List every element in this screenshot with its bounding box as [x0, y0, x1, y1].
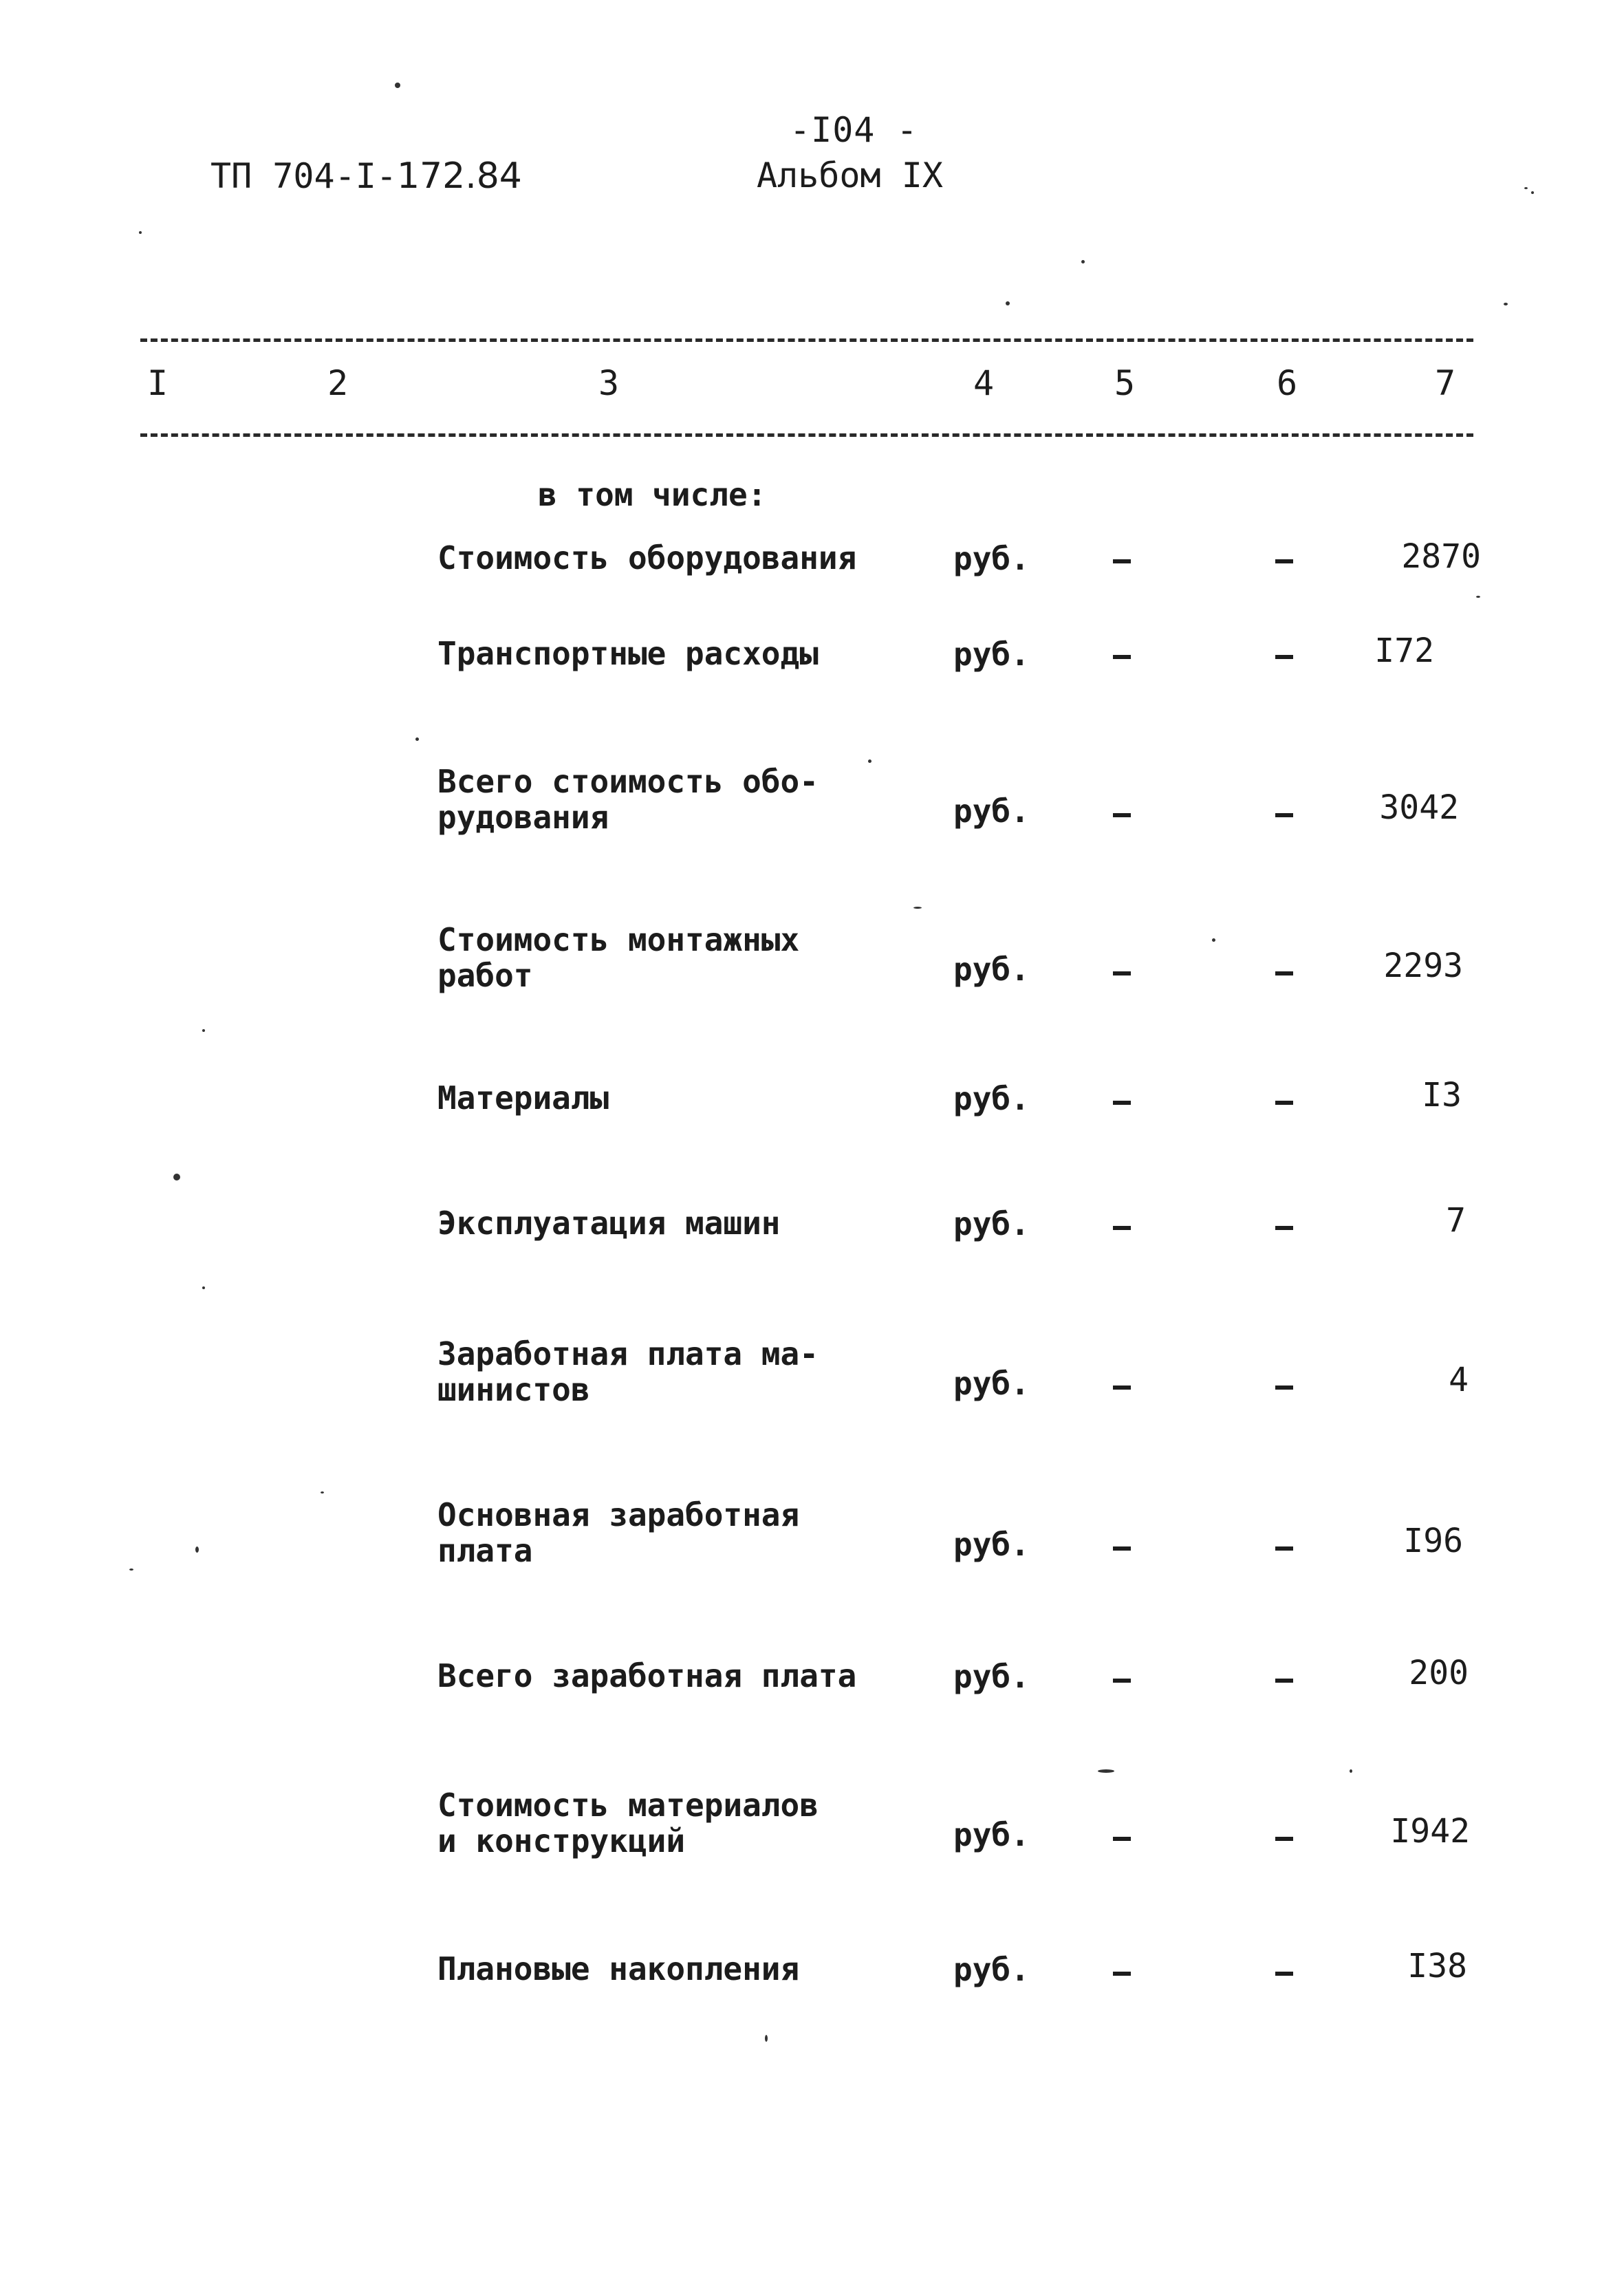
table-rule-bottom — [140, 433, 1473, 437]
row-dash-col5 — [1113, 655, 1131, 659]
row-unit: руб. — [953, 1205, 1030, 1242]
row-dash-col6 — [1275, 1101, 1293, 1105]
row-value: 2870 — [1401, 537, 1481, 576]
row-value: 4 — [1449, 1361, 1469, 1399]
row-label: Плановые накопления — [437, 1950, 800, 1987]
scan-speck — [913, 907, 922, 909]
row-unit: руб. — [953, 1080, 1030, 1117]
row-dash-col6 — [1275, 1386, 1293, 1390]
row-dash-col6 — [1275, 1679, 1293, 1683]
column-header-3: 3 — [598, 363, 620, 403]
column-header-6: 6 — [1277, 363, 1298, 403]
document-code-prefix: ТП 704-I- — [210, 156, 397, 196]
row-label: Основная заработная плата — [437, 1496, 800, 1569]
row-label: Материалы — [437, 1079, 609, 1117]
row-unit: руб. — [953, 1365, 1030, 1402]
row-value: I3 — [1422, 1076, 1462, 1114]
row-value: I942 — [1390, 1812, 1470, 1851]
row-value: 7 — [1446, 1201, 1466, 1240]
scan-speck — [1098, 1769, 1114, 1773]
row-label: Стоимость оборудования — [437, 539, 857, 576]
scan-speck — [868, 759, 871, 763]
row-label: Заработная плата ма- шинистов — [437, 1335, 819, 1408]
row-unit: руб. — [953, 636, 1030, 673]
scan-speck — [202, 1029, 205, 1032]
row-unit: руб. — [953, 1658, 1030, 1695]
page-number: -I04 - — [790, 110, 918, 150]
row-dash-col5 — [1113, 1972, 1131, 1976]
row-dash-col5 — [1113, 813, 1131, 817]
scan-speck — [195, 1546, 199, 1553]
row-value: 2293 — [1383, 947, 1463, 985]
row-dash-col5 — [1113, 1837, 1131, 1841]
document-code — [210, 155, 522, 197]
row-dash-col5 — [1113, 1386, 1131, 1390]
row-label: Эксплуатация машин — [437, 1205, 781, 1242]
row-dash-col6 — [1275, 1226, 1293, 1230]
row-unit: руб. — [953, 540, 1030, 577]
row-dash-col6 — [1275, 971, 1293, 975]
row-value: I96 — [1403, 1522, 1463, 1560]
row-value: 3042 — [1379, 788, 1459, 827]
scan-speck — [1524, 187, 1528, 189]
scan-speck — [1350, 1769, 1352, 1773]
scan-speck — [1212, 938, 1215, 942]
row-dash-col6 — [1275, 1546, 1293, 1551]
album-label: Альбом IX — [757, 155, 943, 195]
row-unit: руб. — [953, 793, 1030, 830]
column-header-2: 2 — [327, 363, 349, 403]
row-dash-col6 — [1275, 1972, 1293, 1976]
row-unit: руб. — [953, 1951, 1030, 1988]
row-label: Стоимость монтажных работ — [437, 921, 800, 994]
scan-speck — [321, 1491, 324, 1494]
scan-speck — [173, 1174, 180, 1180]
row-value: 200 — [1409, 1654, 1469, 1692]
row-dash-col5 — [1113, 971, 1131, 975]
column-header-1: I — [147, 363, 169, 403]
row-label: Всего стоимость обо- рудования — [437, 763, 819, 836]
row-dash-col6 — [1275, 559, 1293, 563]
scan-speck — [139, 231, 142, 234]
column-header-4: 4 — [973, 363, 995, 403]
row-dash-col5 — [1113, 1679, 1131, 1683]
row-dash-col5 — [1113, 1101, 1131, 1105]
row-dash-col5 — [1113, 559, 1131, 563]
scan-speck — [415, 737, 419, 741]
row-dash-col5 — [1113, 1546, 1131, 1551]
row-unit: руб. — [953, 1816, 1030, 1853]
row-label: Всего заработная плата — [437, 1657, 857, 1694]
scan-speck — [1476, 596, 1480, 598]
table-rule-top — [140, 338, 1473, 342]
scan-speck — [765, 2035, 768, 2042]
document-code-handwritten: 172.84 — [396, 155, 522, 197]
column-header-7: 7 — [1435, 363, 1456, 403]
column-header-5: 5 — [1114, 363, 1136, 403]
scan-speck — [1006, 301, 1010, 305]
row-label: Стоимость материалов и конструкций — [437, 1787, 819, 1859]
scan-speck — [202, 1286, 205, 1289]
scan-speck — [395, 83, 400, 88]
row-value: I38 — [1407, 1947, 1467, 1985]
row-value: I72 — [1374, 632, 1434, 670]
row-label: Транспортные расходы — [437, 635, 819, 672]
row-unit: руб. — [953, 951, 1030, 988]
row-unit: руб. — [953, 1526, 1030, 1563]
row-dash-col6 — [1275, 1837, 1293, 1841]
row-dash-col6 — [1275, 813, 1293, 817]
scan-speck — [1504, 303, 1508, 305]
scan-speck — [1081, 260, 1085, 263]
scan-speck — [129, 1568, 133, 1571]
row-dash-col6 — [1275, 655, 1293, 659]
scan-speck — [1531, 191, 1534, 194]
subheading: в том числе: — [538, 476, 767, 513]
row-dash-col5 — [1113, 1226, 1131, 1230]
